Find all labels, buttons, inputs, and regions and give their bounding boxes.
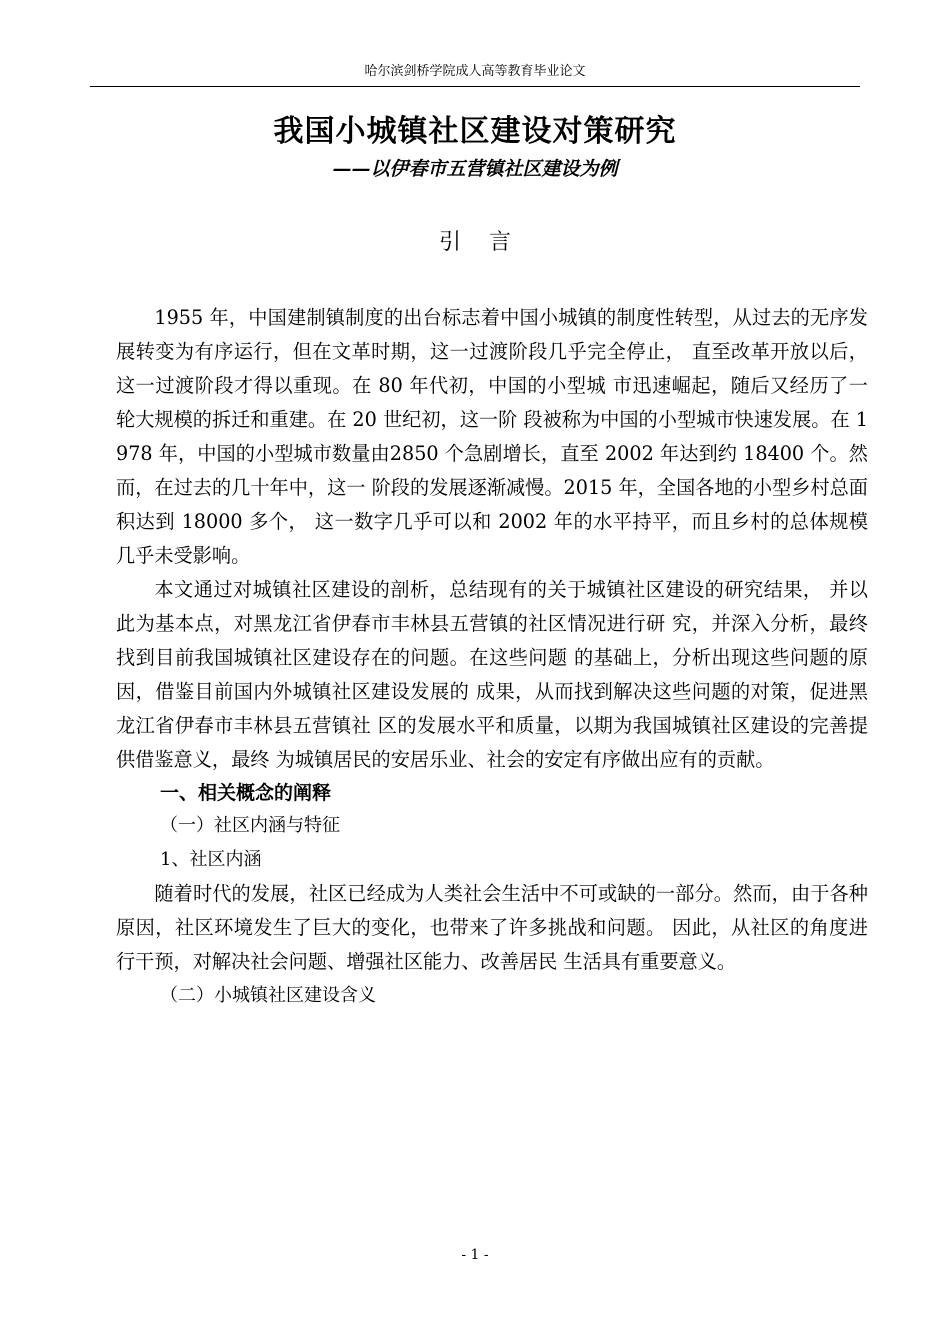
section-heading-introduction: 引言	[438, 230, 539, 255]
paragraph: 1955 年，中国建制镇制度的出台标志着中国小城镇的制度性转型，从过去的无序发展转变为有序运行，但在文革时期，这一过渡阶段几乎完全停止， 直至改革开放以后，这一过渡阶段才得以重现。在 80 年代初，中国的小型城 市迅速崛起，随后又经历了一轮大规模的拆迁和重建。在 20 世纪初，这一阶 段被称为中国的小型城市快速发展。在 1978 年，中国的小型城市数量由2850 个急剧增长，直至 2002 年达到约 18400 个。然而，在过去的几十年中，这一 阶段的发展逐渐减慢。2015 年，全国各地的小型乡村总面积达到 18000 多个， 这一数字几乎可以和 2002 年的水平持平，而且乡村的总体规模几乎未受影响。	[116, 306, 868, 567]
page-number: - 1 -	[461, 1247, 489, 1263]
section-heading: （一）社区内涵与特征	[160, 815, 340, 836]
chapter-heading: 一、相关概念的阐释	[160, 782, 332, 804]
paper-subtitle: ——以伊春市五营镇社区建设为例	[332, 158, 618, 180]
header-rule	[90, 86, 860, 87]
subsection-heading: 1、社区内涵	[160, 849, 262, 870]
paragraph: 本文通过对城镇社区建设的剖析，总结现有的关于城镇社区建设的研究结果， 并以此为基本点，对黑龙江省伊春市丰林县五营镇的社区情况进行研 究，并深入分析，最终找到目前我国城镇社区建设存在的问题。在这些问题 的基础上，分析出现这些问题的原因，借鉴目前国内外城镇社区建设发展的 成果，从而找到解决这些问题的对策，促进黑龙江省伊春市丰林县五营镇社 区的发展水平和质量，以期为我国城镇社区建设的完善提供借鉴意义，最终 为城镇居民的安居乐业、社会的安定有序做出应有的贡献。	[116, 578, 868, 771]
section-heading: （二）小城镇社区建设含义	[160, 985, 376, 1006]
paragraph: 随着时代的发展，社区已经成为人类社会生活中不可或缺的一部分。然而，由于各种原因，社区环境发生了巨大的变化，也带来了许多挑战和问题。 因此，从社区的角度进行干预，对解决社会问题、增强社区能力、改善居民 生活具有重要意义。	[116, 882, 868, 973]
paper-title: 我国小城镇社区建设对策研究	[273, 114, 677, 149]
running-header: 哈尔滨剑桥学院成人高等教育毕业论文	[364, 64, 586, 79]
body-text	[116, 301, 868, 1013]
